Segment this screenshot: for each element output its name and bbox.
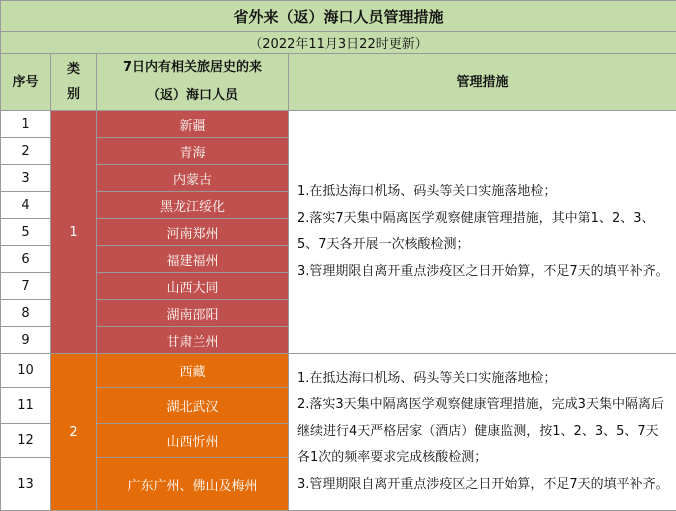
region-cell: 山西大同 [97,273,289,300]
table-row [1,111,676,138]
measure-text: 2.落实7天集中隔离医学观察健康管理措施，其中第1、2、3、5、7天各开展一次核酸检测； [297,206,670,259]
measures-cell-2 [289,354,676,511]
seq-cell: 12 [1,424,51,458]
measure-text: 3.管理期限自离开重点涉疫区之日开始算，不足7天的填平补齐。 [297,472,670,499]
seq-cell: 7 [1,273,51,300]
category-cell-2: 2 [51,354,97,511]
seq-cell: 9 [1,327,51,354]
table-subtitle: （2022年11月3日22时更新） [1,32,676,54]
category-cell-1: 1 [51,111,97,354]
measure-text: 2.落实3天集中隔离医学观察健康管理措施，完成3天集中隔离后继续进行4天严格居家（酒店）健康监测，按1、2、3、5、7天各1次的频率要求完成核酸检测； [297,392,670,472]
seq-cell: 11 [1,388,51,424]
region-cell: 河南郑州 [97,219,289,246]
measures-cell-1 [289,111,676,354]
region-cell: 内蒙古 [97,165,289,192]
seq-cell: 1 [1,111,51,138]
region-cell: 福建福州 [97,246,289,273]
region-cell: 甘肃兰州 [97,327,289,354]
region-cell: 广东广州、佛山及梅州 [97,458,289,511]
seq-cell: 8 [1,300,51,327]
header-regions: 7日内有相关旅居史的来（返）海口人员 [97,54,289,111]
header-seq: 序号 [1,54,51,111]
seq-cell: 4 [1,192,51,219]
seq-cell: 6 [1,246,51,273]
header-measures: 管理措施 [289,54,676,111]
region-cell: 湖南邵阳 [97,300,289,327]
header-category: 类别 [51,54,97,111]
seq-cell: 2 [1,138,51,165]
measure-text: 3.管理期限自离开重点涉疫区之日开始算，不足7天的填平补齐。 [297,259,670,286]
region-cell: 湖北武汉 [97,388,289,424]
seq-cell: 5 [1,219,51,246]
region-cell: 山西忻州 [97,424,289,458]
seq-cell: 13 [1,458,51,511]
measure-text: 1.在抵达海口机场、码头等关口实施落地检； [297,366,670,393]
region-cell: 西藏 [97,354,289,388]
seq-cell: 3 [1,165,51,192]
table-row [1,354,676,388]
table-title: 省外来（返）海口人员管理措施 [1,1,676,32]
measure-text: 1.在抵达海口机场、码头等关口实施落地检； [297,179,670,206]
region-cell: 黑龙江绥化 [97,192,289,219]
region-cell: 新疆 [97,111,289,138]
region-cell: 青海 [97,138,289,165]
seq-cell: 10 [1,354,51,388]
